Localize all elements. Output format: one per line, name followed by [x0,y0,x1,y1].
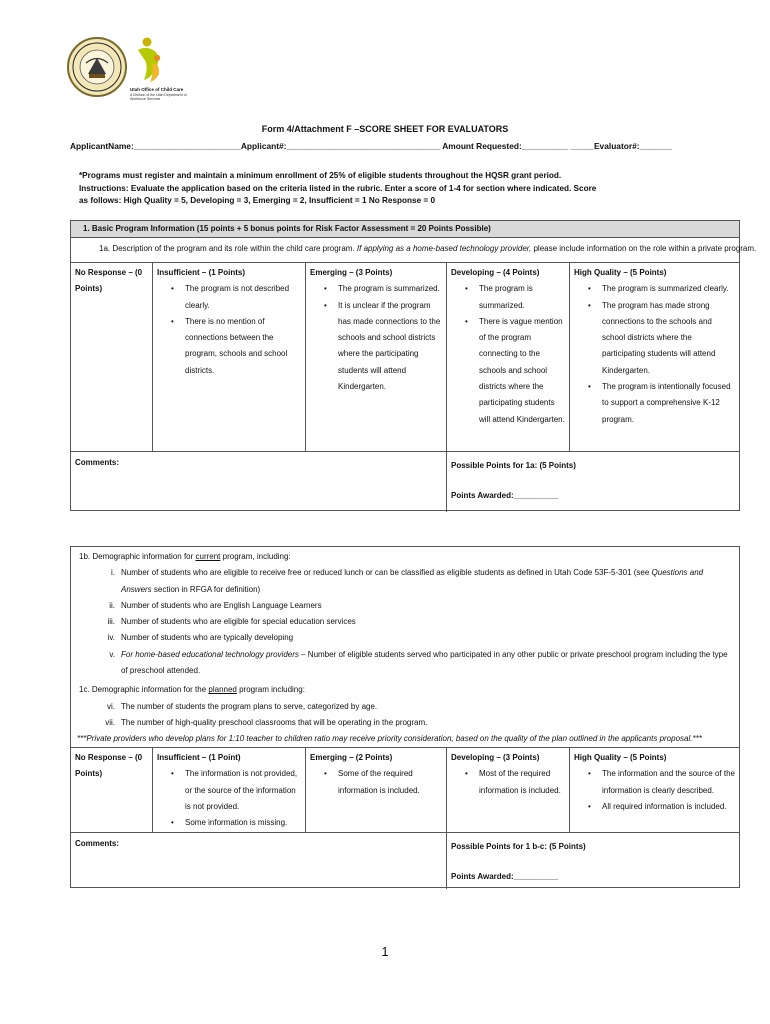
list-num: iv. [107,633,115,643]
comments-field[interactable] [71,833,447,889]
child-care-figure-icon [130,36,166,84]
rubric-col-developing [447,263,570,451]
rubric-col-insufficient [153,263,306,451]
item-text: – Number of eligible students served who participated in any other public or private preschool program including the type of preschool attended. [121,649,728,676]
office-name-text: Utah Office of Child Care [130,87,184,92]
desc-plain: 1a. Description of the program and its role within the child care program. [99,244,357,253]
header-logos [66,36,216,106]
col-head: Insufficient – (1 Point) [157,753,241,762]
enrollment-note: *Programs must register and maintain a minimum enrollment of 25% of eligible students throughout the HQSR grant period. [79,171,562,180]
section-1-table [70,220,757,511]
rubric-item: • Most of the required information is included. [479,766,566,799]
col-head: Insufficient – (1 Points) [157,268,246,277]
list-item [79,598,733,614]
intro-text: program, including: [220,552,291,561]
col-head: Developing – (3 Points) [451,753,540,762]
applicant-info-line: ApplicantName:_______________________Applicant#:_________________________________ Amount Requested:__________ _____Evaluator#:_______ [70,141,673,151]
list-num: vii. [105,717,115,727]
rubric-item: • The information is not provided, or the source of the information is not provided. [185,766,302,815]
scoring-scale-text: as follows: High Quality = 5, Developing = 3, Emerging = 2, Insufficient = 1 No Response = 0 [79,196,436,205]
rubric-col-high-quality [570,748,739,832]
rubric-col-insufficient [153,748,306,832]
office-of-child-care-logo [130,36,190,106]
rubric-item: • Some of the required information is included. [338,766,443,799]
points-box [447,452,739,512]
rubric-item: • There is vague mention of the program connecting to the schools and school districts where the participating students will attend Kindergarten. [479,314,566,428]
list-num: vi. [107,701,115,711]
list-item [79,699,733,715]
office-subtitle-text: A Division of the Utah Department of Workforce Services [130,93,187,101]
points-awarded-field[interactable]: Points Awarded:__________ [451,491,559,500]
rubric-item: • The program is summarized. [338,281,443,297]
item-text: section in RFGA for definition) [151,584,261,594]
private-provider-note: ***Private providers who develop plans for 1:10 teacher to children ratio may receive priority consideration, based on the quality of the plan outlined in the applicants proposal.*** [77,734,702,744]
instructions-text: Instructions: Evaluate the application based on the criteria listed in the rubric. Enter a score of 1-4 for section where indicated. Score [79,183,597,193]
section-1b-1c-comments-row [71,833,739,889]
form-title: Form 4/Attachment F –SCORE SHEET FOR EVALUATORS [261,124,509,134]
rubric-col-high-quality [570,263,739,451]
rubric-col-developing [447,748,570,832]
rubric-item: • The program is summarized. [479,281,566,314]
comments-field[interactable] [71,452,447,512]
list-item [79,715,733,731]
list-item [79,614,733,630]
rubric-item: • All required information is included. [602,799,736,815]
points-box [447,833,739,889]
rubric-item: • The program has made strong connections to the schools and school districts where the participating students will attend Kindergarten. [602,298,736,379]
col-head: Emerging – (2 Points) [310,753,393,762]
page-number: 1 [381,944,389,959]
section-1a-description [71,238,757,263]
state-seal-logo [66,36,128,98]
rubric-col-emerging [306,748,447,832]
col-head: No Response – (0 Points) [75,753,143,779]
list-item [79,647,733,680]
item-text: Number of students who are typically developing [121,633,294,643]
rubric-item: • The program is intentionally focused to support a comprehensive K-12 program. [602,379,736,428]
col-head: Emerging – (3 Points) [310,268,393,277]
col-head: High Quality – (5 Points) [574,268,667,277]
desc-tail: please include information on the role within a private program. [531,244,757,253]
intro-underlined: planned [208,685,237,695]
section-1b-intro [79,549,733,565]
comments-label: Comments: [75,458,120,467]
list-item [79,565,733,598]
intro-underlined: current [195,552,221,561]
comments-label: Comments: [75,839,120,848]
list-num: iii. [107,617,115,627]
intro-text: 1b. Demographic information for [79,552,196,561]
rubric-item: • It is unclear if the program has made connections to the schools and school districts where the participating students will attend Kindergarten. [338,298,443,396]
col-head: Developing – (4 Points) [451,268,540,277]
rubric-col-no-response [71,748,153,832]
item-text: The number of students the program plans to serve, categorized by age. [121,701,378,711]
intro-text: program including: [236,685,305,695]
item-text: Number of students who are eligible to receive free or reduced lunch or can be classified as eligible students as defined in Utah Code 53F-5-301 (see [121,568,652,578]
item-italic: Questions and Answers [121,568,704,594]
section-1-comments-row [71,452,739,512]
rubric-item: • The program is not described clearly. [185,281,302,314]
col-head: High Quality – (5 Points) [574,753,667,762]
rubric-item: • Some information is missing. [185,815,302,831]
section-1b-1c-rubric [71,748,739,833]
rubric-item: • There is no mention of connections between the program, schools and school districts. [185,314,302,379]
instructions-block [79,170,719,208]
possible-points: Possible Points for 1 b-c: (5 Points) [451,842,586,851]
rubric-item: • The program is summarized clearly. [602,281,736,297]
section-1-rubric [71,263,739,452]
desc-italic: If applying as a home-based technology provider, [356,244,532,253]
section-1b-1c-description [71,547,739,748]
rubric-item: • The information and the source of the information is clearly described. [602,766,736,799]
list-num: ii. [109,600,115,610]
points-awarded-field[interactable]: Points Awarded:__________ [451,872,559,881]
intro-text: 1c. Demographic information for the [79,685,209,695]
item-text: The number of high-quality preschool classrooms that will be operating in the program. [121,717,428,727]
rubric-col-no-response [71,263,153,451]
section-1b-1c-table [70,546,740,888]
item-text: Number of students who are eligible for special education services [121,617,356,627]
list-num: v. [109,649,115,659]
item-italic: For home-based educational technology providers [121,649,299,659]
col-head: No Response – (0 Points) [75,268,143,294]
section-1-header: 1. Basic Program Information (15 points + 5 bonus points for Risk Factor Assessment = 20 Points Possible) [71,221,739,238]
list-num: i. [111,568,115,578]
possible-points: Possible Points for 1a: (5 Points) [451,461,576,470]
list-item [79,630,733,646]
item-text: Number of students who are English Language Learners [121,600,322,610]
rubric-col-emerging [306,263,447,451]
section-1c-intro [79,682,733,698]
